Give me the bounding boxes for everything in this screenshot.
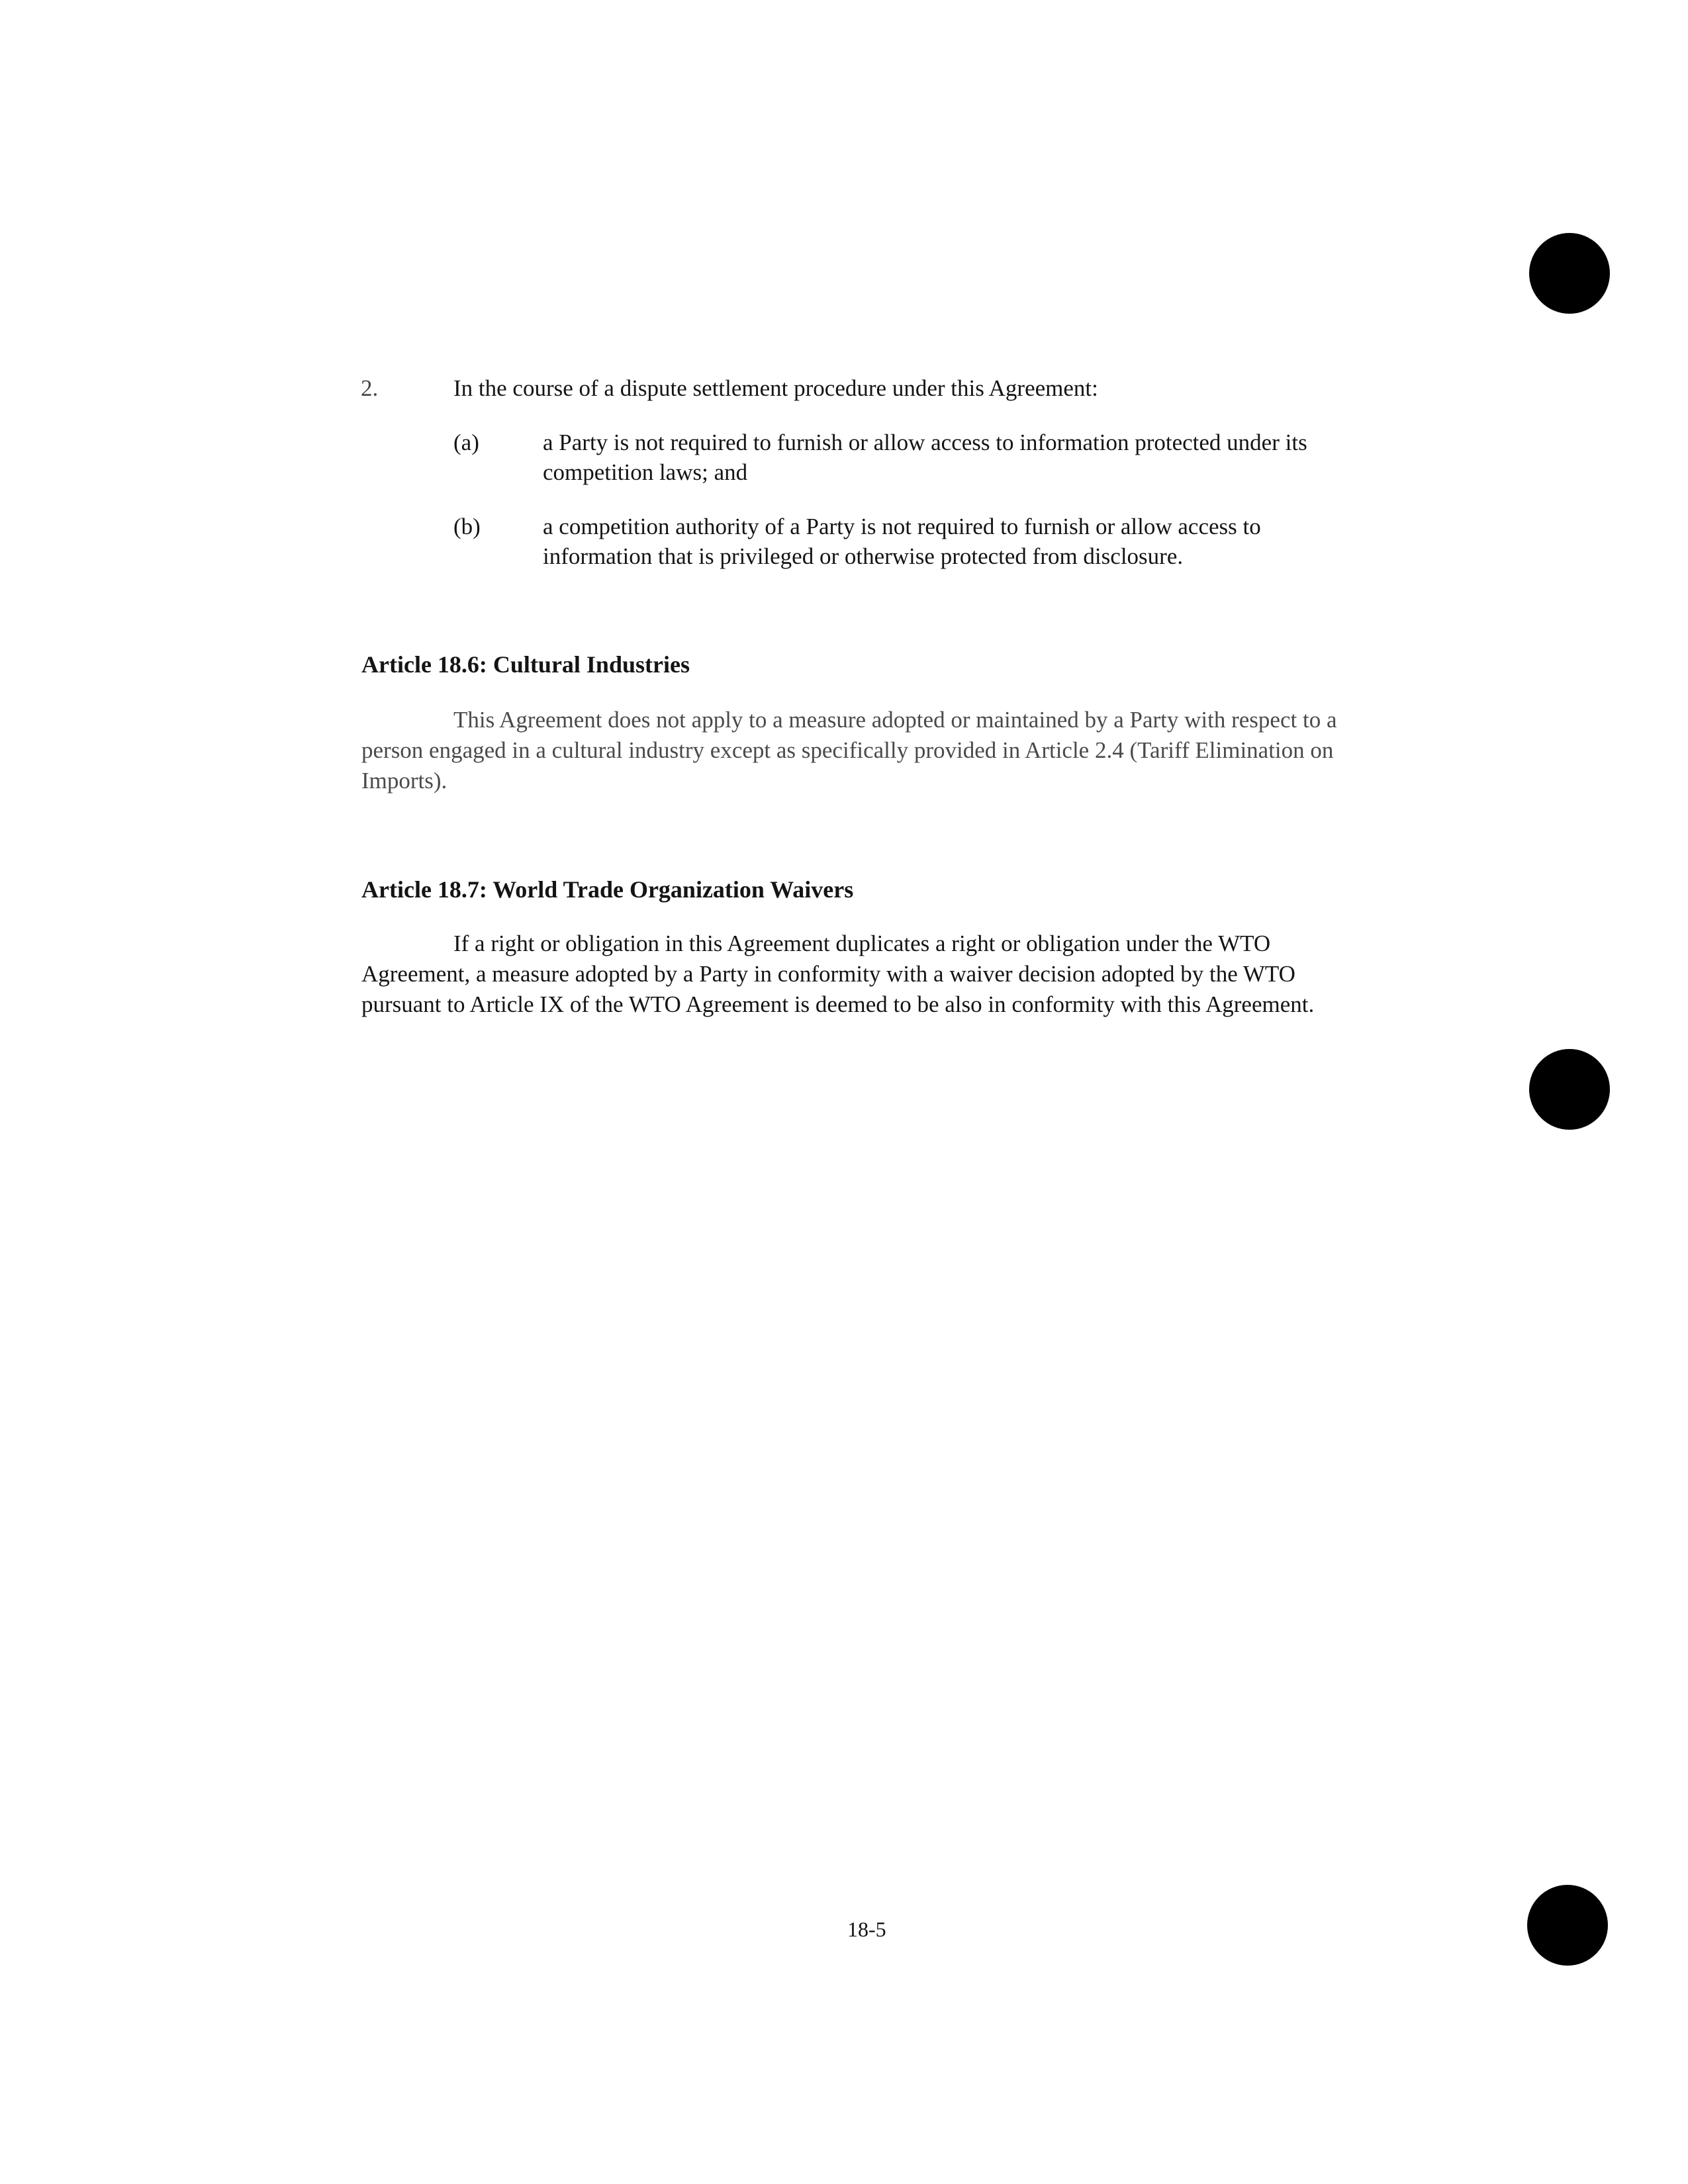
page-number: 18-5 (847, 1917, 886, 1941)
item-a-label: (a) (453, 430, 479, 455)
paragraph-intro: In the course of a dispute settlement procedure under this Agreement: (453, 375, 1098, 401)
article-18-6-heading: Article 18.6: Cultural Industries (361, 651, 690, 678)
punch-hole-bottom (1527, 1885, 1608, 1966)
paragraph-number: 2. (361, 375, 379, 401)
article-18-7-body: If a right or obligation in this Agreement duplicates a right or obligation under the WTO Agreement, a measure adopted by a Party in conformity with a waiver decision adopted by the WTO pursuant to Article IX of the WTO Agreement is deemed to be also in conformity with this Agreement. (361, 931, 1315, 1017)
article-18-6-body: This Agreement does not apply to a measure adopted or maintained by a Party with respect to a person engaged in a cultural industry except as specifically provided in Article 2.4 (Tariff Elimination on Imports). (361, 707, 1337, 794)
article-18-7-heading: Article 18.7: World Trade Organization Waivers (361, 876, 854, 903)
item-a-text: a Party is not required to furnish or allow access to information protected under its competition laws; and (543, 430, 1307, 485)
item-b-label: (b) (453, 514, 481, 539)
punch-hole-top (1529, 233, 1610, 314)
punch-hole-middle (1529, 1049, 1610, 1130)
item-b-text: a competition authority of a Party is not required to furnish or allow access to information that is privileged or otherwise protected from disclosure. (543, 514, 1261, 569)
